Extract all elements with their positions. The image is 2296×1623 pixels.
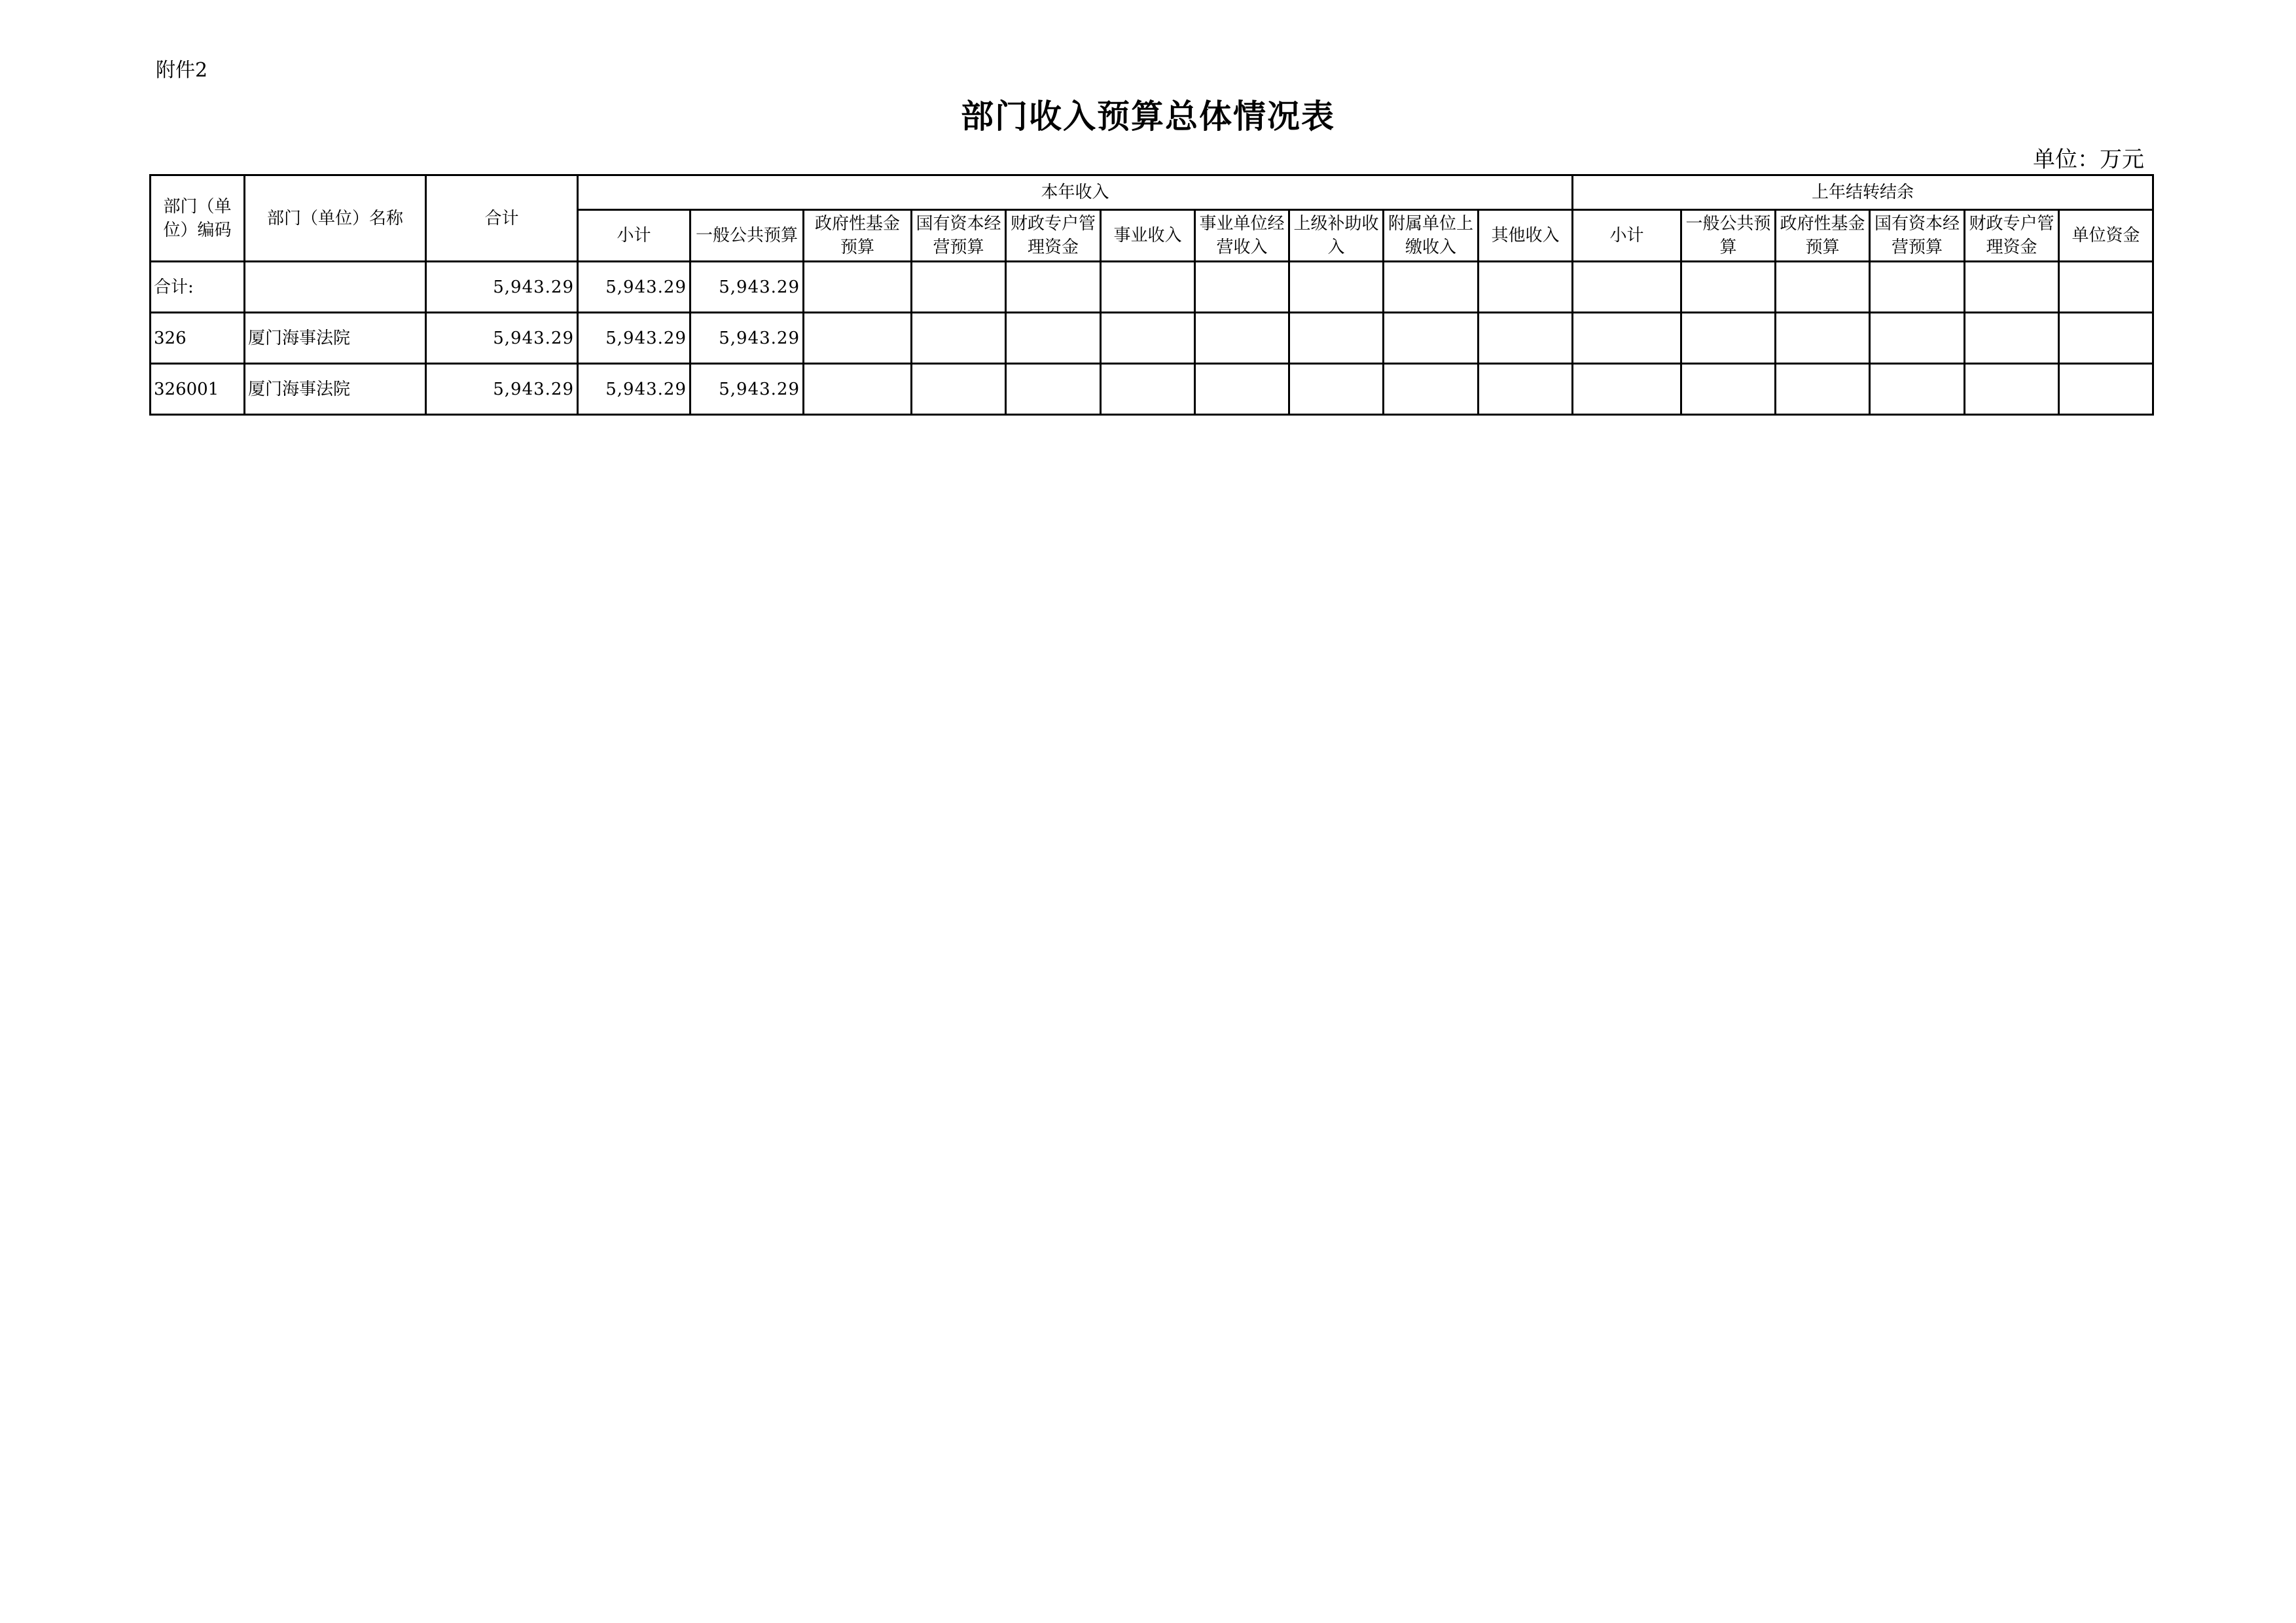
cell-current (1006, 262, 1101, 313)
cell-current (1101, 262, 1195, 313)
cell-code: 326 (151, 313, 245, 364)
cell-prior (1965, 313, 2059, 364)
cell-current (1289, 262, 1384, 313)
cell-current (1006, 313, 1101, 364)
cell-current: 5,943.29 (578, 313, 691, 364)
cell-current (1195, 262, 1289, 313)
cell-name: 厦门海事法院 (245, 364, 426, 415)
cell-current (1384, 313, 1479, 364)
cell-prior (1776, 364, 1870, 415)
cell-name: 厦门海事法院 (245, 313, 426, 364)
header-prior-col: 单位资金 (2059, 210, 2153, 262)
cell-code: 326001 (151, 364, 245, 415)
cell-prior (1681, 262, 1776, 313)
table-row (151, 364, 2153, 415)
cell-current: 5,943.29 (691, 313, 804, 364)
cell-current: 5,943.29 (691, 364, 804, 415)
cell-current (804, 313, 912, 364)
cell-current (912, 313, 1006, 364)
header-current-col: 财政专户管理资金 (1006, 210, 1101, 262)
header-prior-col: 财政专户管理资金 (1965, 210, 2059, 262)
cell-code: 合计: (151, 262, 245, 313)
cell-current (1195, 364, 1289, 415)
unit-label: 单位：万元 (2033, 147, 2144, 173)
cell-prior (1965, 364, 2059, 415)
header-current-col: 一般公共预算 (691, 210, 804, 262)
header-prior-col: 一般公共预算 (1681, 210, 1776, 262)
cell-prior (2059, 313, 2153, 364)
cell-current (1479, 364, 1573, 415)
cell-prior (1681, 313, 1776, 364)
cell-current (804, 262, 912, 313)
header-current-col: 政府性基金预算 (804, 210, 912, 262)
header-current-col: 上级补助收入 (1289, 210, 1384, 262)
cell-current: 5,943.29 (578, 364, 691, 415)
cell-prior (1776, 262, 1870, 313)
cell-current (1384, 262, 1479, 313)
header-current-col: 附属单位上缴收入 (1384, 210, 1479, 262)
cell-current (1006, 364, 1101, 415)
cell-current (1195, 313, 1289, 364)
cell-name (245, 262, 426, 313)
header-current-col: 事业收入 (1101, 210, 1195, 262)
cell-total: 5,943.29 (426, 364, 578, 415)
header-name: 部门（单位）名称 (245, 175, 426, 262)
cell-current (804, 364, 912, 415)
table-row (151, 313, 2153, 364)
cell-prior (2059, 262, 2153, 313)
cell-current: 5,943.29 (578, 262, 691, 313)
income-budget-table (149, 174, 2154, 416)
cell-current (1289, 313, 1384, 364)
cell-prior (1870, 313, 1965, 364)
header-prior-col: 政府性基金预算 (1776, 210, 1870, 262)
cell-current (1479, 262, 1573, 313)
header-prior-col: 小计 (1573, 210, 1681, 262)
header-current-col: 国有资本经营预算 (912, 210, 1006, 262)
header-prior-col: 国有资本经营预算 (1870, 210, 1965, 262)
header-group-current-income: 本年收入 (578, 175, 1573, 210)
cell-prior (1870, 262, 1965, 313)
cell-prior (2059, 364, 2153, 415)
header-group-prior-carryover: 上年结转结余 (1573, 175, 2153, 210)
cell-current (1289, 364, 1384, 415)
cell-current (912, 364, 1006, 415)
cell-current (1101, 313, 1195, 364)
cell-current: 5,943.29 (691, 262, 804, 313)
cell-prior (1965, 262, 2059, 313)
header-current-col: 小计 (578, 210, 691, 262)
cell-prior (1870, 364, 1965, 415)
table-row (151, 262, 2153, 313)
cell-prior (1681, 364, 1776, 415)
header-total: 合计 (426, 175, 578, 262)
header-current-col: 其他收入 (1479, 210, 1573, 262)
header-current-col: 事业单位经营收入 (1195, 210, 1289, 262)
cell-prior (1776, 313, 1870, 364)
cell-current (1479, 313, 1573, 364)
attachment-label: 附件2 (156, 59, 208, 82)
cell-prior (1573, 262, 1681, 313)
header-code: 部门（单位）编码 (151, 175, 245, 262)
cell-total: 5,943.29 (426, 313, 578, 364)
cell-prior (1573, 364, 1681, 415)
cell-prior (1573, 313, 1681, 364)
cell-current (912, 262, 1006, 313)
page-title: 部门收入预算总体情况表 (961, 97, 1335, 135)
cell-current (1101, 364, 1195, 415)
cell-current (1384, 364, 1479, 415)
cell-total: 5,943.29 (426, 262, 578, 313)
